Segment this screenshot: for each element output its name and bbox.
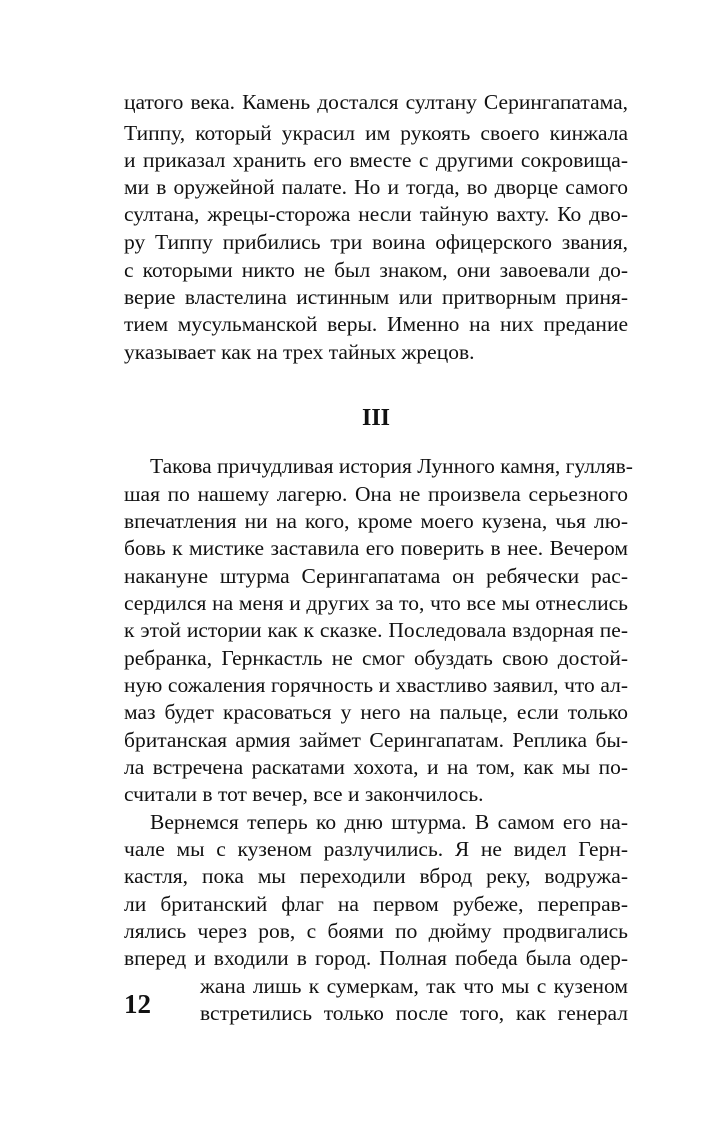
text-line: ла встречена раскатами хохота, и на том, как мы по- bbox=[124, 755, 628, 779]
text-line: Типпу, который украсил им рукоять своего кинжала bbox=[124, 121, 628, 145]
text-line: кастля, пока мы переходили вброд реку, водружа- bbox=[124, 864, 628, 888]
text-line: впечатления ни на кого, кроме моего кузена, чья лю- bbox=[124, 509, 628, 533]
text-line: Такова причудливая история Лунного камня, гулляв- bbox=[150, 454, 633, 478]
text-line: накануне штурма Серингапатама он ребячески рас- bbox=[124, 564, 628, 588]
text-line: ру Типпу прибились три воина офицерского звания, bbox=[124, 230, 628, 254]
text-line: ли британский флаг на первом рубеже, переправ- bbox=[124, 892, 628, 916]
text-line: бовь к мистике заставила его поверить в нее. Вечером bbox=[124, 536, 628, 560]
text-line: ребранка, Гернкастль не смог обуздать свою достой- bbox=[124, 646, 628, 670]
text-line: чале мы с кузеном разлучились. Я не видел Герн- bbox=[124, 837, 628, 861]
chapter-heading: III bbox=[361, 405, 391, 431]
text-line: Вернемся теперь ко дню штурма. В самом его на- bbox=[150, 810, 628, 834]
text-line: жана лишь к сумеркам, так что мы с кузеном bbox=[200, 974, 628, 998]
text-line: к этой истории как к сказке. Последовала вздорная пе- bbox=[124, 618, 628, 642]
text-line: лялись через ров, с боями по дюйму продвигались bbox=[124, 919, 628, 943]
text-line: султана, жрецы-сторожа несли тайную вахту. Ко дво- bbox=[124, 202, 628, 226]
page-number: 12 bbox=[124, 989, 151, 1019]
text-line: маз будет красоваться у него на пальце, если только bbox=[124, 700, 628, 724]
text-line: вперед и входили в город. Полная победа была одер- bbox=[124, 946, 628, 970]
text-line: цатого века. Камень достался султану Серингапатама, bbox=[124, 90, 628, 114]
text-line: верие властелина истинным или притворным приня- bbox=[124, 285, 628, 309]
text-line: указывает как на трех тайных жрецов. bbox=[124, 340, 475, 364]
text-line: с которыми никто не был знаком, они завоевали до- bbox=[124, 258, 628, 282]
text-line: тием мусульманской веры. Именно на них предание bbox=[124, 312, 628, 336]
text-line: и приказал хранить его вместе с другими сокровища- bbox=[124, 148, 628, 172]
text-line: ми в оружейной палате. Но и тогда, во дворце самого bbox=[124, 175, 628, 199]
text-line: британская армия займет Серингапатам. Реплика бы- bbox=[124, 728, 628, 752]
text-line: встретились только после того, как генерал bbox=[200, 1001, 628, 1025]
text-line: ную сожаления горячность и хвастливо заявил, что ал- bbox=[124, 673, 628, 697]
text-line: считали в тот вечер, все и закончилось. bbox=[124, 782, 484, 806]
text-line: сердился на меня и других за то, что все мы отнеслись bbox=[124, 591, 628, 615]
text-line: шая по нашему лагерю. Она не произвела серьезного bbox=[124, 482, 628, 506]
